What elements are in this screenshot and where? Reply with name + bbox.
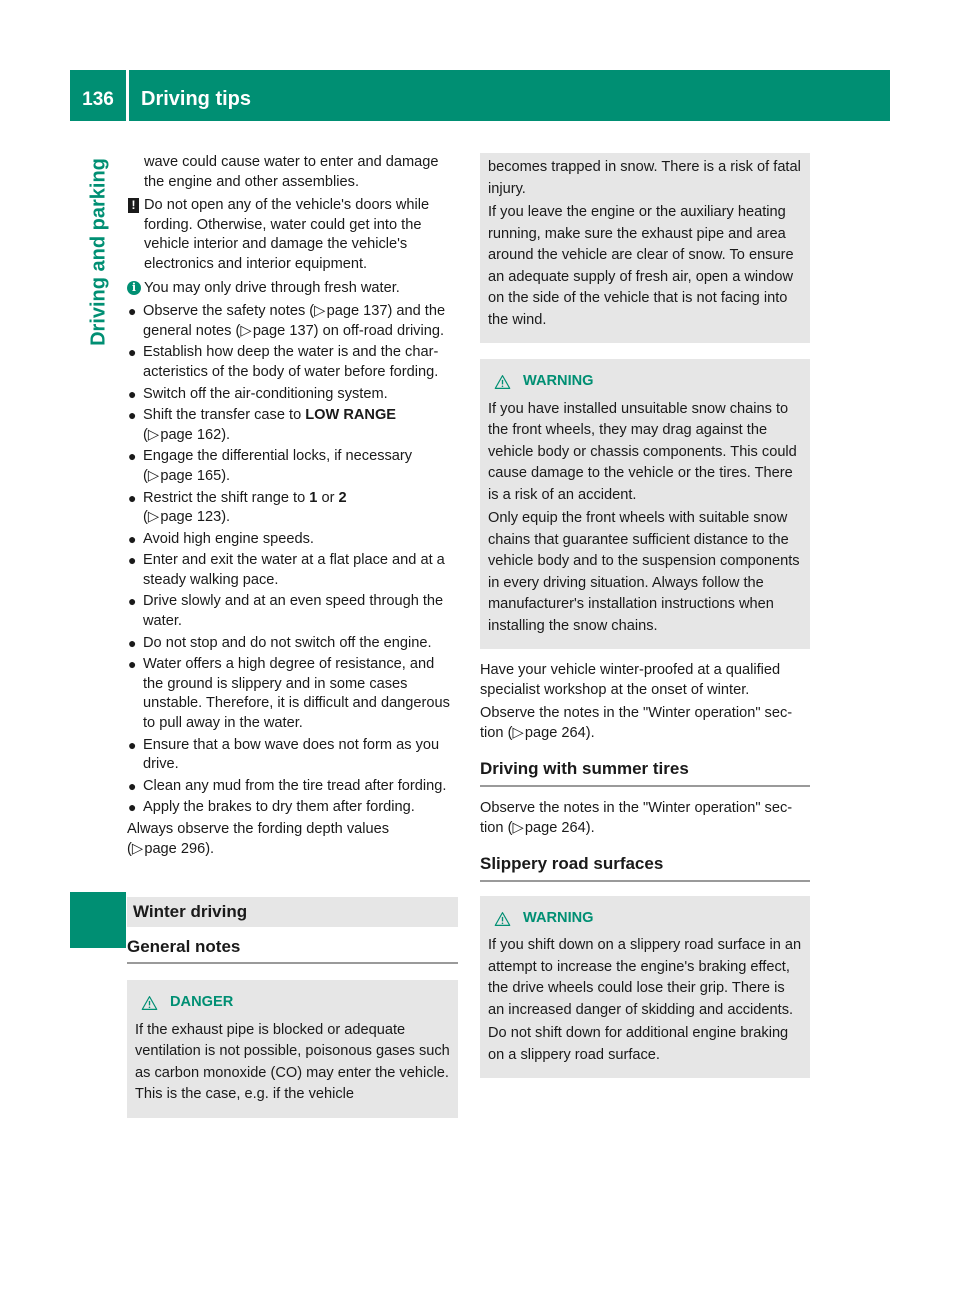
bullet-icon: ● xyxy=(128,530,137,547)
bullet-icon: ● xyxy=(128,656,137,673)
page-ref-arrow-icon: ▷ xyxy=(512,819,524,836)
bullet-icon: ● xyxy=(128,552,137,569)
notice-paragraph xyxy=(127,196,458,274)
list-item xyxy=(127,551,458,590)
list-item-text: Apply the brakes to dry them after fording. xyxy=(143,799,415,816)
list-item xyxy=(127,530,458,550)
list-item xyxy=(127,385,458,405)
left-column xyxy=(127,153,458,1118)
bullet-icon: ● xyxy=(128,448,137,465)
winter-proofed-text: Have your vehicle winter-proofed at a qualified specialist workshop at the onset of winter. xyxy=(480,662,781,698)
list-item-text: Observe the safety notes ( xyxy=(143,303,315,320)
notice-text: Do not open any of the vehicle's doors while fording. Otherwise, water could get into the vehicle interior and damage the vehicle's electronics and interior equipment. xyxy=(144,197,430,272)
warning-text: If you have installed unsuitable snow chains to the front wheels, they may drag against the vehicle body or chassis components. This could cause damage to the vehicle or the tires. There is a risk of an accident. xyxy=(488,400,797,503)
warning-triangle-icon xyxy=(494,374,511,390)
list-item-text: Engage the differential locks, if necessary xyxy=(143,448,413,465)
danger-label: DANGER xyxy=(170,994,234,1011)
danger-continued-text: becomes trapped in snow. There is a risk of fatal injury. xyxy=(488,159,801,197)
warning-box-slippery xyxy=(480,896,810,1079)
danger-advice-text: If you leave the engine or the auxiliary heating running, make sure the exhaust pipe and area around the vehicle are clear of snow. To ensure an adequate supply of fresh air, open a window on the side of the vehicle that is not facing into the wind. xyxy=(488,204,794,328)
list-item xyxy=(127,343,458,382)
bullet-icon: ● xyxy=(128,799,137,816)
list-item-text: Shift the transfer case to xyxy=(143,407,306,424)
bullet-icon: ● xyxy=(128,344,137,361)
list-item-text: Ensure that a bow wave does not form as you drive. xyxy=(143,736,440,773)
warning-header xyxy=(488,371,802,393)
bullet-icon: ● xyxy=(128,736,137,753)
bullet-icon: ● xyxy=(128,634,137,651)
bullet-icon: ● xyxy=(128,593,137,610)
bullet-icon: ● xyxy=(128,407,137,424)
list-item-text: Drive slowly and at an even speed through the water. xyxy=(143,593,444,630)
danger-box xyxy=(127,980,458,1118)
page-title: Driving tips xyxy=(141,88,252,110)
page-number: 136 xyxy=(82,88,114,110)
page-ref-link[interactable]: page 264). xyxy=(524,819,595,836)
list-item xyxy=(127,655,458,733)
list-item xyxy=(127,736,458,775)
page-ref-link[interactable]: page 123). xyxy=(160,509,231,526)
page-ref-arrow-icon: ▷ xyxy=(147,509,160,526)
fording-depth-note: Always observe the fording depth values (▷ page 296). xyxy=(127,821,390,857)
winter-operation-text: Observe the notes in the "Winter operation" section ( xyxy=(480,705,793,741)
page-ref-arrow-icon: ▷ xyxy=(147,426,160,443)
list-item-text: Restrict the shift range to xyxy=(143,489,310,506)
list-item: ● Restrict the shift range to 1 or 2 (▷ page 123). xyxy=(128,489,347,526)
warning-label: WARNING xyxy=(523,373,594,389)
danger-box-continued xyxy=(480,153,810,343)
exclamation-icon: ! xyxy=(128,198,139,213)
page-ref-link[interactable]: page 296). xyxy=(144,840,215,857)
warning-triangle-icon xyxy=(494,911,511,927)
list-item-text: Clean any mud from the tire tread after fording. xyxy=(143,777,447,794)
subheading-slippery-road: Slippery road surfaces xyxy=(480,854,810,882)
page-ref-link[interactable]: page 137) on off-road driving. xyxy=(252,322,445,339)
warning-label: WARNING xyxy=(523,909,594,926)
page-ref-arrow-icon: ▷ xyxy=(512,724,524,741)
summer-tires-note xyxy=(480,799,810,838)
fording-steps-list xyxy=(127,302,458,818)
list-item xyxy=(127,798,458,818)
bullet-icon: ● xyxy=(128,303,137,320)
list-item xyxy=(127,777,458,797)
list-item-text: or xyxy=(317,489,339,506)
side-tab-marker xyxy=(70,892,126,948)
continued-text: wave could cause water to enter and damage the engine and other assemblies. xyxy=(144,154,439,190)
list-item-text: Water offers a high degree of resistance, and the ground is slippery and in some cases unstable. Therefore, it is difficult and dangerous to pull away in the water. xyxy=(143,656,450,732)
warning-box-snow-chains xyxy=(480,359,810,649)
bullet-icon: ● xyxy=(128,777,137,794)
list-item xyxy=(127,302,458,341)
list-item: ● Shift the transfer case to LOW RANGE (▷ page 162). xyxy=(128,407,397,443)
list-item-text: Establish how deep the water is and the characteristics of the body of water before fording. xyxy=(143,344,439,380)
subheading-summer-tires: Driving with summer tires xyxy=(480,759,810,787)
list-item-bold: 2 xyxy=(338,489,347,506)
list-item-text: Enter and exit the water at a flat place and at a steady walking pace. xyxy=(143,552,445,588)
section-heading-winter-driving: Winter driving xyxy=(127,897,458,927)
page-ref-link[interactable]: page 165). xyxy=(160,467,231,484)
list-item xyxy=(127,592,458,631)
page-ref-arrow-icon: ▷ xyxy=(147,467,160,484)
bullet-icon: ● xyxy=(128,385,137,402)
page-ref-link[interactable]: page 264). xyxy=(524,724,595,741)
page-ref-arrow-icon: ▷ xyxy=(131,840,144,857)
danger-header xyxy=(135,992,450,1014)
bullet-icon: ● xyxy=(128,489,137,506)
side-tab-label: Driving and parking xyxy=(87,158,110,346)
list-item-bold: LOW RANGE xyxy=(305,407,397,424)
warning-triangle-icon xyxy=(141,995,158,1011)
fording-depth-text: Always observe the fording depth values xyxy=(127,821,390,837)
list-item-text: Switch off the air-conditioning system. xyxy=(143,385,388,402)
info-icon: i xyxy=(127,281,141,295)
warning-text: Do not shift down for additional engine braking on a slippery road surface. xyxy=(488,1025,789,1063)
list-item xyxy=(127,634,458,654)
list-item-text: Do not stop and do not switch off the engine. xyxy=(143,634,432,651)
right-column xyxy=(480,153,810,1078)
page-ref-link[interactable]: page 137) and the general notes ( xyxy=(143,303,446,339)
header-divider xyxy=(126,70,129,121)
warning-text: Only equip the front wheels with suitable snow chains that guarantee sufficient distance to the vehicle body and to the suspension components in every driving situation. Always follow the manufacturer's installation instructions when installing the snow chains. xyxy=(488,510,800,634)
page-ref-arrow-icon: ▷ xyxy=(240,322,252,339)
list-item-bold: 1 xyxy=(309,489,318,506)
info-text: You may only drive through fresh water. xyxy=(144,279,400,296)
page-ref-arrow-icon: ▷ xyxy=(314,303,326,320)
list-item: ● Engage the differential locks, if necessary (▷ page 165). xyxy=(128,448,413,484)
list-item-text: Avoid high engine speeds. xyxy=(143,530,314,547)
danger-text: If the exhaust pipe is blocked or adequate ventilation is not possible, poisonous gases such as carbon monoxide (CO) may enter the vehicle. This is the case, e.g. if the vehicle xyxy=(135,1021,450,1103)
info-paragraph xyxy=(127,279,458,299)
summer-tires-text: Observe the notes in the "Winter operation" section ( xyxy=(480,799,793,836)
warning-text: If you shift down on a slippery road surface in an attempt to increase the engine's braking effect, the drive wheels could lose their grip. There is an increased danger of skidding and accidents. xyxy=(488,937,802,1018)
winter-operation-note xyxy=(480,704,810,743)
warning-header xyxy=(488,908,802,930)
subheading-general-notes: General notes xyxy=(127,937,458,965)
page-ref-link[interactable]: page 162). xyxy=(160,426,231,443)
